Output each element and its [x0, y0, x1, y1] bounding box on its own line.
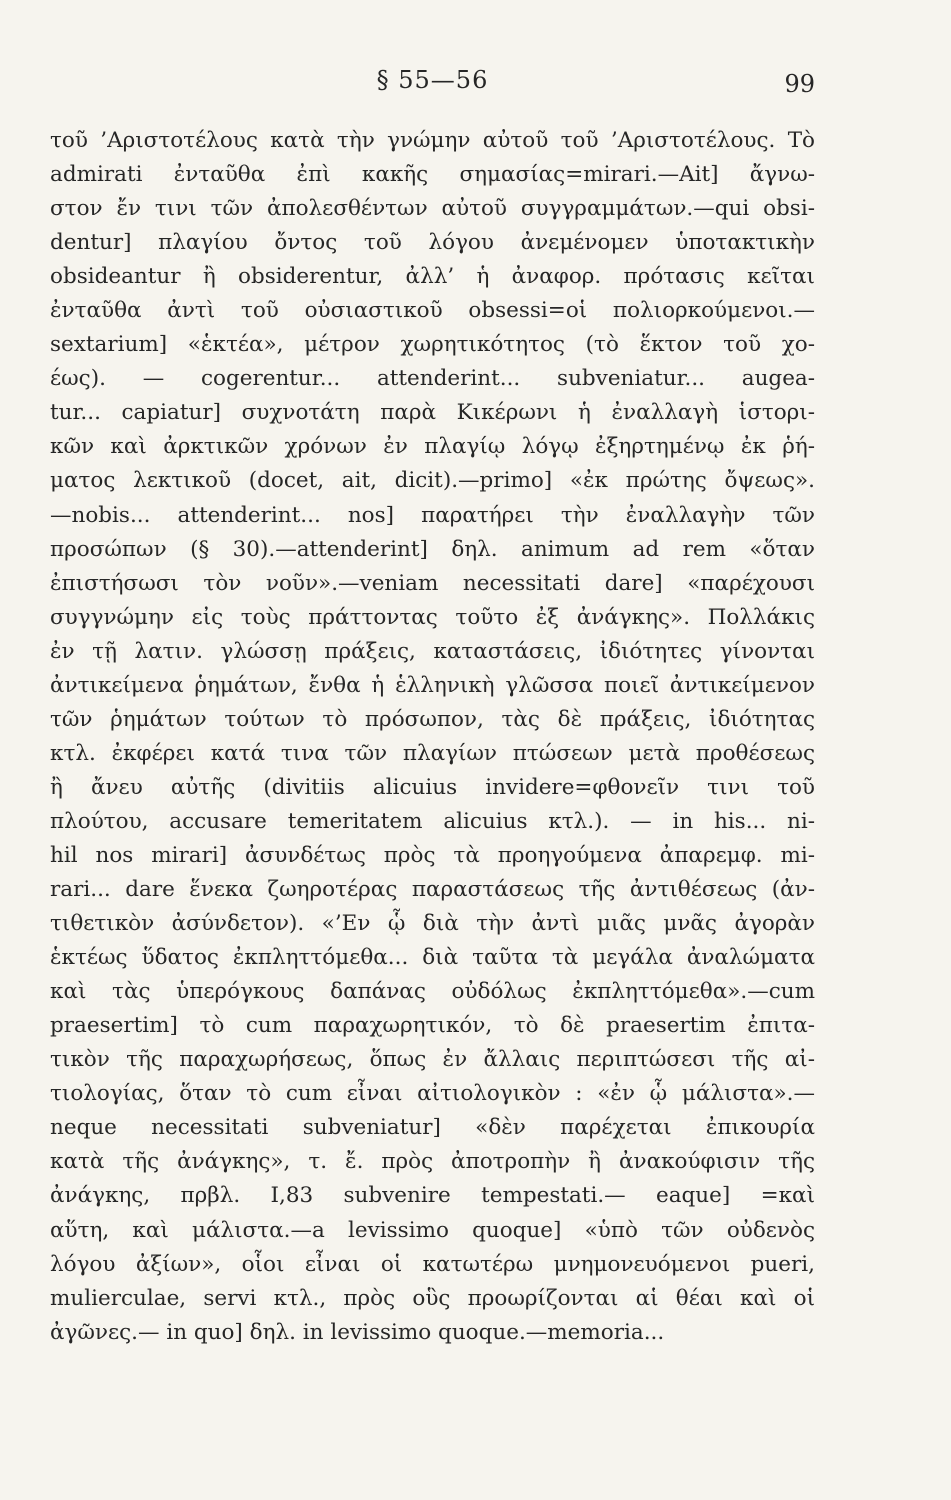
text-line: tur... capiatur] συχνοτάτη παρὰ Κικέρωνι ἡ ἐναλλαγὴ ἱστορι- — [50, 400, 815, 426]
text-line: προσώπων (§ 30).—attenderint] δηλ. animum ad rem «ὅταν — [50, 536, 815, 562]
text-line: αὕτη, καὶ μάλιστα.—a levissimo quoque] «ὑπὸ τῶν οὐδενὸς — [50, 1217, 815, 1243]
text-line: στον ἔν τινι τῶν ἀπολεσθέντων αὐτοῦ συγγραμμάτων.—qui obsi- — [50, 196, 815, 222]
commentary-text — [50, 124, 815, 1350]
page-header — [50, 66, 815, 106]
text-line: ἐν τῇ λατιν. γλώσσῃ πράξεις, καταστάσεις, ἰδιότητες γίνονται — [50, 638, 815, 664]
text-line: ἑκτέως ὕδατος ἐκπληττόμεθα... διὰ ταῦτα τὰ μεγάλα ἀναλώματα — [50, 945, 815, 971]
text-line: πλούτου, accusare temeritatem alicuius κτλ.). — in his... ni- — [50, 808, 815, 834]
text-line: λόγου ἀξίων», οἷοι εἶναι οἱ κατωτέρω μνημονευόμενοι pueri, — [50, 1251, 815, 1277]
text-line: rari... dare ἕνεκα ζωηροτέρας παραστάσεως τῆς ἀντιθέσεως (ἀν- — [50, 877, 815, 903]
text-line: κῶν καὶ ἀρκτικῶν χρόνων ἐν πλαγίῳ λόγῳ ἐξηρτημένῳ ἐκ ῥή- — [50, 434, 815, 460]
text-line: ἀνάγκης, πρβλ. I,83 subvenire tempestati.— eaque] =καὶ — [50, 1183, 815, 1209]
text-line: καὶ τὰς ὑπερόγκους δαπάνας οὐδόλως ἐκπληττόμεθα».—cum — [50, 979, 815, 1005]
text-line: τικὸν τῆς παραχωρήσεως, ὅπως ἐν ἄλλαις περιπτώσεσι τῆς αἰ- — [50, 1047, 815, 1073]
text-line: ματος λεκτικοῦ (docet, ait, dicit).—primo] «ἐκ πρώτης ὄψεως». — [50, 468, 815, 494]
text-line: neque necessitati subveniatur] «δὲν παρέχεται ἐπικουρία — [50, 1115, 815, 1141]
page-number: 99 — [784, 70, 815, 98]
text-line: —nobis... attenderint... nos] παρατήρει τὴν ἐναλλαγὴν τῶν — [50, 502, 815, 528]
text-line: ἀγῶνες.— in quo] δηλ. in levissimo quoque.—memoria... — [50, 1319, 665, 1345]
text-line: ἐνταῦθα ἀντὶ τοῦ οὐσιαστικοῦ obsessi=οἱ πολιορκούμενοι.— — [50, 298, 815, 324]
text-line: τοῦ ’Αριστοτέλους κατὰ τὴν γνώμην αὐτοῦ τοῦ ’Αριστοτέλους. Τὸ — [50, 128, 815, 153]
text-line: τῶν ῥημάτων τούτων τὸ πρόσωπον, τὰς δὲ πράξεις, ἰδιότητας — [50, 706, 815, 732]
text-line: obsideantur ἢ obsiderentur, ἀλλ’ ἡ ἀναφορ. πρότασις κεῖται — [50, 264, 815, 290]
text-line: sextarium] «ἑκτέα», μέτρον χωρητικότητος (τὸ ἕκτον τοῦ χο- — [50, 332, 815, 358]
text-line: ἢ ἄνευ αὐτῆς (divitiis alicuius invidere=φθονεῖν τινι τοῦ — [50, 774, 815, 800]
text-line: συγγνώμην εἰς τοὺς πράττοντας τοῦτο ἐξ ἀνάγκης». Πολλάκις — [50, 604, 815, 630]
text-line: hil nos mirari] ἀσυνδέτως πρὸς τὰ προηγούμενα ἀπαρεμφ. mi- — [50, 842, 815, 868]
text-line: κατὰ τῆς ἀνάγκης», τ. ἔ. πρὸς ἀποτροπὴν ἢ ἀνακούφισιν τῆς — [50, 1149, 815, 1175]
text-line: praesertim] τὸ cum παραχωρητικόν, τὸ δὲ praesertim ἐπιτα- — [50, 1013, 815, 1039]
text-line: dentur] πλαγίου ὄντος τοῦ λόγου ἀνεμένομεν ὑποτακτικὴν — [50, 230, 815, 256]
text-line: ἐπιστήσωσι τὸν νοῦν».—veniam necessitati dare] «παρέχουσι — [50, 570, 815, 596]
text-line: τιολογίας, ὅταν τὸ cum εἶναι αἰτιολογικὸν : «ἐν ᾧ μάλιστα».— — [50, 1081, 815, 1107]
text-line: ἀντικείμενα ῥημάτων, ἔνθα ἡ ἑλληνικὴ γλῶσσα ποιεῖ ἀντικείμενον — [50, 672, 815, 698]
section-reference: § 55—56 — [376, 66, 489, 94]
text-line: τιθετικὸν ἀσύνδετον). «’Εν ᾧ διὰ τὴν ἀντὶ μιᾶς μνᾶς ἀγορὰν — [50, 911, 815, 937]
text-line: mulierculae, servi κτλ., πρὸς οὓς προωρίζονται αἱ θέαι καὶ οἱ — [50, 1285, 815, 1311]
text-line: κτλ. ἐκφέρει κατά τινα τῶν πλαγίων πτώσεων μετὰ προθέσεως — [50, 740, 815, 766]
text-line: έως). — cogerentur... attenderint... subveniatur... augea- — [50, 366, 815, 392]
text-line: admirati ἐνταῦθα ἐπὶ κακῆς σημασίας=mirari.—Ait] ἄγνω- — [50, 162, 815, 188]
